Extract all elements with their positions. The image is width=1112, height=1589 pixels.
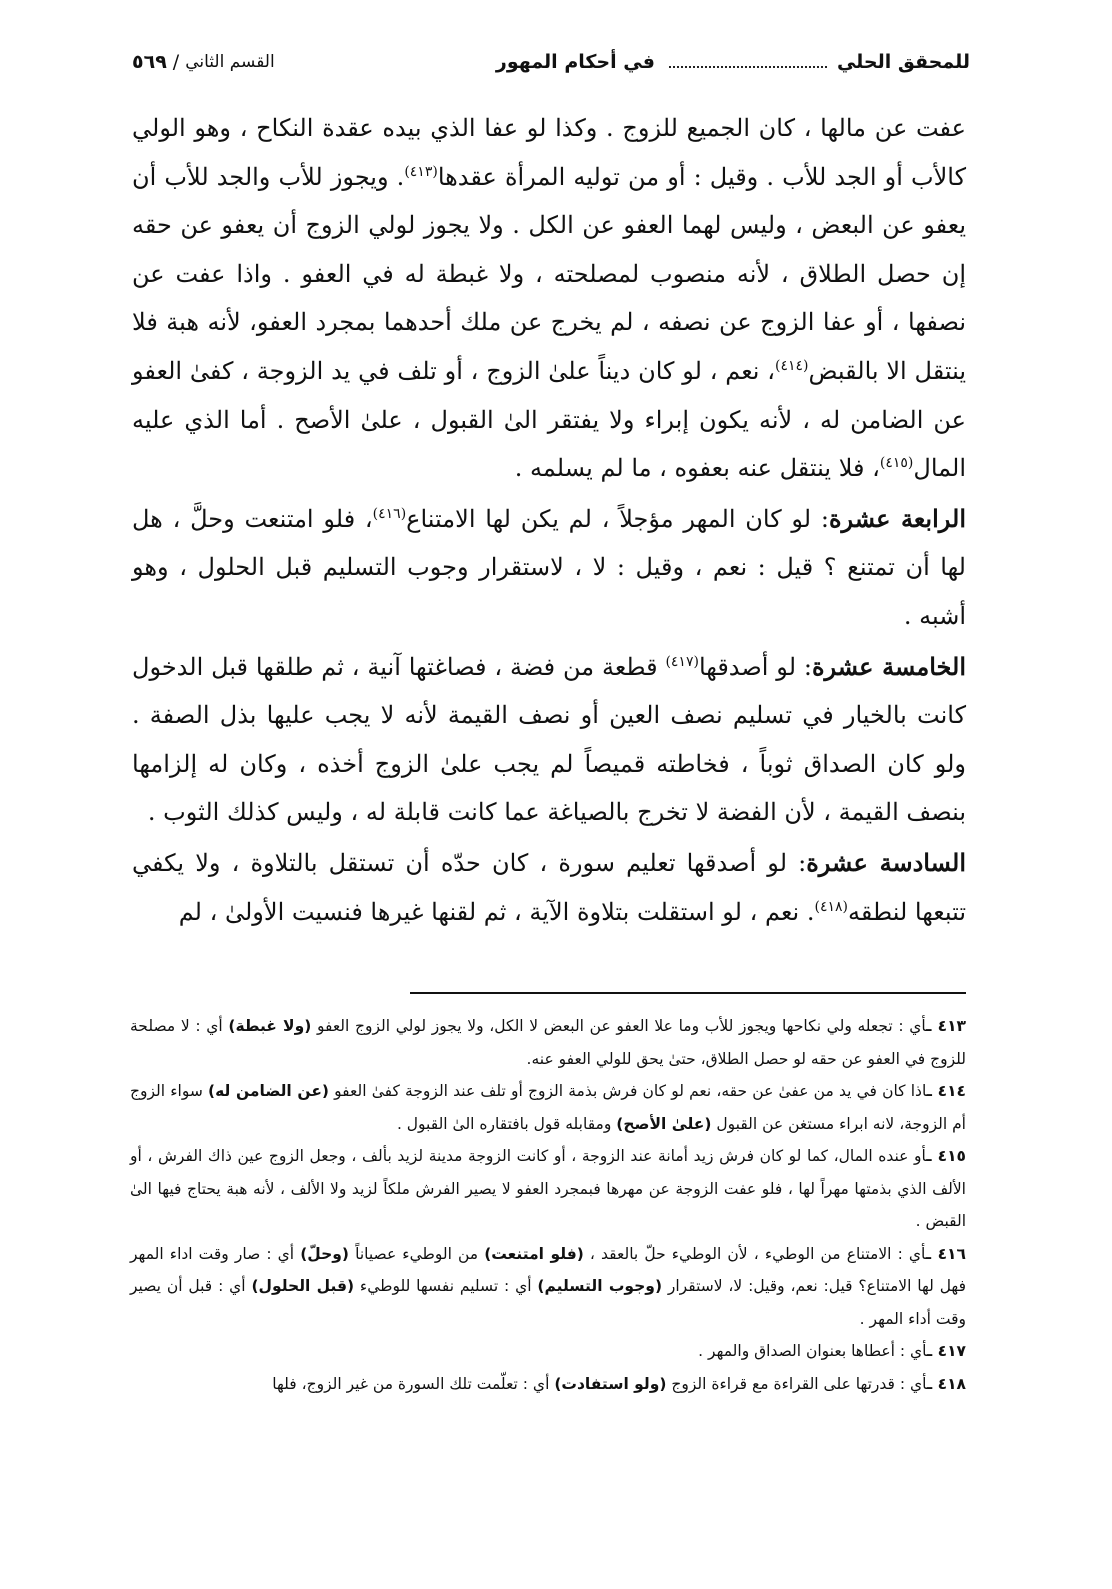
footnote-text: أي : صار وقت اداء المهر فهل لها الامتناع؟ قيل: نعم، وقيل: لا، لاستقرار xyxy=(130,1244,966,1295)
paragraph-1-text-c: ، نعم ، لو كان ديناً علىٰ الزوج ، أو تلف في يد الزوجة ، كفىٰ العفو عن الضامن له ، لأنه يكون إبراء ولا يفتقر الىٰ القبول ، علىٰ الأصح . أما الذي عليه المال xyxy=(132,356,966,483)
paragraph-3 xyxy=(132,643,966,837)
footnote-number: ٤١٨ ـ xyxy=(926,1374,966,1393)
footnote-text: من الوطيء عصياناً xyxy=(349,1244,485,1263)
header-separator: / xyxy=(172,51,180,73)
main-text xyxy=(132,104,966,936)
paragraph-1-text-b: . ويجوز للأب والجد للأب أن يعفو عن البعض ، وليس لهما العفو عن الكل . ولا يجوز لولي الزوج أن يعفو عن حقه إن حصل الطلاق ، لأنه منصوب لمصلحته ، ولا غبطة له في العفو . واذا عفت عن نصفها ، أو عفا الزوج عن نصفه ، لم يخرج عن ملك أحدهما بمجرد العفو، لأنه هبة فلا ينتقل الا بالقبض xyxy=(132,162,967,385)
running-header xyxy=(132,46,970,78)
paragraph-3-heading: الخامسة عشرة xyxy=(811,651,967,681)
footnote-text: أي : أعطاها بعنوان الصداق والمهر . xyxy=(698,1342,927,1360)
footnote-text: سواء الزوج أم الزوجة، لانه ابراء مستغن عن القبول xyxy=(130,1082,966,1133)
footnote-text: أي : تعلّمت تلك السورة من غير الزوج، فلها xyxy=(272,1374,555,1393)
paragraph-2-heading: الرابعة عشرة xyxy=(828,503,966,533)
footnote-bold-term: (وجوب التسليم) xyxy=(537,1277,663,1295)
footnote-bold-term: (ولا غبطة) xyxy=(228,1017,312,1035)
footnote-415 xyxy=(130,1140,966,1238)
footnote-ref-413[interactable]: (٤١٣) xyxy=(404,163,438,180)
paragraph-4-text-a: : لو أصدقها تعليم سورة ، كان حدّه أن تستقل بالتلاوة ، ولا يكفي تتبعها لنطقه xyxy=(132,848,966,926)
footnote-bold-term: (علىٰ الأصح) xyxy=(616,1114,712,1133)
footnote-bold-term: (ولو استفادت) xyxy=(554,1374,667,1393)
paragraph-4-heading: السادسة عشرة xyxy=(806,847,966,877)
footnote-ref-415[interactable]: (٤١٥) xyxy=(879,455,914,472)
header-chapter-title: في أحكام المهور xyxy=(495,51,655,73)
header-leader-dots xyxy=(669,66,827,68)
paragraph-2 xyxy=(132,495,966,641)
footnote-417 xyxy=(130,1335,966,1368)
page-number: ٥٦٩ xyxy=(132,51,167,73)
footnote-bold-term: (وحلّ) xyxy=(300,1244,349,1263)
footnote-text: أي : لا مصلحة للزوج في العفو عن حقه لو حصل الطلاق، حتىٰ يحق للولي العفو عنه. xyxy=(130,1017,966,1068)
footnote-ref-417[interactable]: (٤١٧) xyxy=(665,653,699,670)
footnote-text: أي : تجعله ولي نكاحها ويجوز للأب وما علا العفو عن البعض لا الكل، ولا يجوز لولي الزوج العفو xyxy=(311,1017,927,1035)
footnote-413 xyxy=(130,1010,966,1075)
paragraph-4-text-b: . نعم ، لو استقلت بتلاوة الآية ، ثم لقنها غيرها فنسيت الأولىٰ ، لم xyxy=(178,897,815,926)
footnote-bold-term: (عن الضامن له) xyxy=(208,1082,329,1100)
footnote-number: ٤١٣ ـ xyxy=(926,1017,966,1035)
footnote-ref-414[interactable]: (٤١٤) xyxy=(775,357,809,374)
footnote-text: أي : الامتناع من الوطيء ، لأن الوطيء حلّ بالعقد ، xyxy=(583,1244,926,1263)
header-section: القسم الثاني xyxy=(185,52,275,72)
paragraph-4 xyxy=(132,839,966,936)
footnote-414 xyxy=(130,1075,966,1140)
footnote-separator xyxy=(410,992,966,994)
footnote-text: أي : قبل أن يصير وقت أداء المهر . xyxy=(130,1277,966,1328)
footnote-text: أي : قدرتها على القراءة مع قراءة الزوج xyxy=(666,1374,927,1393)
paragraph-3-text-b: قطعة من فضة ، فصاغتها آنية ، ثم طلقها قبل الدخول كانت بالخيار في تسليم نصف العين أو نصف القيمة لأنه لا يجب عليها بذل الصفة . ولو كان الصداق ثوباً ، فخاطته قميصاً لم يجب علىٰ الزوج أخذه ، وكان له إلزامها بنصف القيمة ، لأن الفضة لا تخرج بالصياغة عما كانت قابلة له ، وليس كذلك الثوب . xyxy=(132,652,966,827)
footnote-416 xyxy=(130,1238,966,1336)
footnote-bold-term: (قبل الحلول) xyxy=(251,1277,355,1295)
footnote-text: أو عنده المال، كما لو كان فرش زيد أمانة عند الزوجة ، أو كانت الزوجة مدينة لزيد بألف ، وجعل الزوج عين ذاك الفرش ، أو الألف الذي بذمتها مهراً لها ، فلو عفت الزوجة عن مهرها فبمجرد العفو لا يصير الفرش ملكاً لزيد ولا الألف ، لأنه هبة يحتاج فيها الىٰ القبض . xyxy=(130,1147,966,1230)
footnote-number: ٤١٦ ـ xyxy=(925,1244,966,1263)
footnote-bold-term: (فلو امتنعت) xyxy=(484,1244,584,1263)
footnote-ref-416[interactable]: (٤١٦) xyxy=(372,505,407,522)
header-author: للمحقق الحلي xyxy=(836,51,970,73)
paragraph-1 xyxy=(132,104,966,493)
paragraph-2-text-a: : لو كان المهر مؤجلاً ، لم يكن لها الامتناع xyxy=(406,504,829,533)
paragraph-2-text-b: ، فلو امتنعت وحلَّ ، هل لها أن تمتنع ؟ قيل : نعم ، وقيل : لا ، لاستقرار وجوب التسليم قبل الحلول ، وهو أشبه . xyxy=(132,504,966,630)
footnote-number: ٤١٤ ـ xyxy=(926,1082,967,1100)
footnote-text: أي : تسليم نفسها للوطيء xyxy=(354,1277,538,1295)
footnote-ref-418[interactable]: (٤١٨) xyxy=(814,898,848,915)
footnote-text: اذا كان في يد من عفىٰ عن حقه، نعم لو كان فرش بذمة الزوج أو تلف عند الزوجة كفىٰ العفو xyxy=(329,1082,927,1100)
footnote-418 xyxy=(130,1368,966,1401)
paragraph-3-text-a: : لو أصدقها xyxy=(698,652,812,681)
footnote-number: ٤١٥ ـ xyxy=(926,1147,966,1165)
footnote-text: ومقابله قول بافتقاره الىٰ القبول . xyxy=(396,1114,617,1133)
footnote-number: ٤١٧ ـ xyxy=(926,1342,966,1360)
paragraph-1-text-d: ، فلا ينتقل عنه بعفوه ، ما لم يسلمه . xyxy=(514,454,880,483)
paragraph-1-text-a: عفت عن مالها ، كان الجميع للزوج . وكذا لو عفا الذي بيده عقدة النكاح ، وهو الولي كالأب أو الجد للأب . وقيل : أو من توليه المرأة عقدها xyxy=(132,114,966,191)
footnotes xyxy=(130,1010,966,1400)
